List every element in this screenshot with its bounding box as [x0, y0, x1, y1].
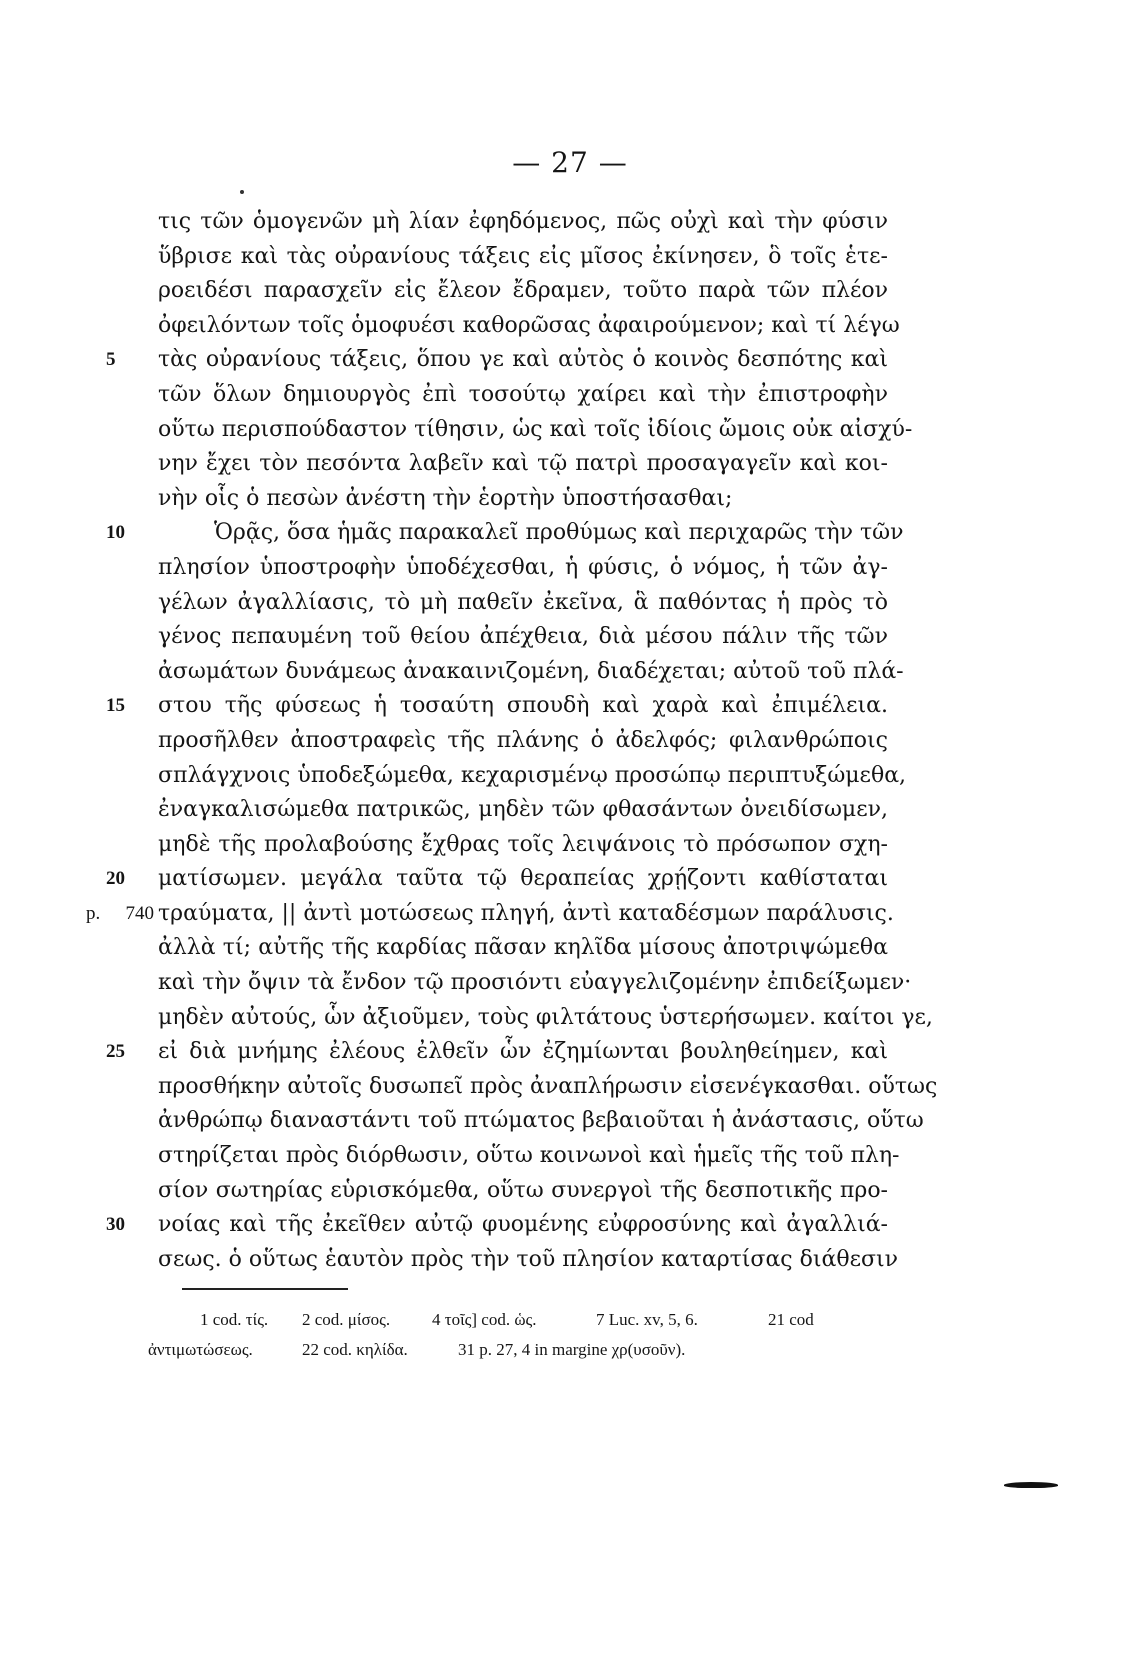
line-text: γένος πεπαυμένη τοῦ θείου ἀπέχθεια, διὰ μέσου πάλιν τῆς τῶν — [158, 624, 888, 650]
footnote: 7 Luc. xv, 5, 6. — [596, 1310, 698, 1329]
ink-mark — [1004, 1482, 1058, 1488]
text-line — [106, 1208, 888, 1243]
text-line — [106, 516, 904, 551]
line-number: 30 — [106, 1214, 125, 1236]
line-text: εἰ διὰ μνήμης ἐλέους ἐλθεῖν ὧν ἐζημίωνται βουληθείημεν, καὶ — [158, 1039, 888, 1065]
main-text — [86, 205, 938, 1277]
line-text: νὴν οἷς ὁ πεσὼν ἀνέστη τὴν ἑορτὴν ὑποστήσασθαι; — [158, 485, 733, 511]
line-text: καὶ τὴν ὄψιν τὰ ἔνδον τῷ προσιόντι εὐαγγελιζομένην ἐπιδείξωμεν· — [158, 970, 912, 996]
text-line — [106, 862, 888, 897]
text-line — [158, 378, 888, 413]
line-text: οὕτω περισπούδαστον τίθησιν, ὡς καὶ τοῖς ἰδίοις ὤμοις οὐκ αἰσχύ- — [158, 416, 913, 442]
page-number: — 27 — — [512, 146, 628, 179]
footnote: 22 cod. κηλίδα. — [302, 1340, 408, 1359]
line-text: προσῆλθεν ἀποστραφεὶς τῆς πλάνης ὁ ἀδελφός; φιλανθρώποις — [158, 727, 888, 753]
footnotes — [148, 1305, 870, 1365]
line-text: προσθήκην αὐτοῖς δυσωπεῖ πρὸς ἀναπλήρωσιν εἰσενέγκασθαι. οὕτως — [158, 1073, 938, 1099]
line-text: σίον σωτηρίας εὑρισκόμεθα, οὕτω συνεργοὶ τῆς δεσποτικῆς προ- — [158, 1177, 888, 1203]
text-line — [158, 1104, 924, 1139]
line-text: Ὁρᾷς, ὅσα ἡμᾶς παρακαλεῖ προθύμως καὶ περιχαρῶς τὴν τῶν — [214, 520, 904, 546]
text-line — [158, 1001, 933, 1036]
line-text: ροειδέσι παρασχεῖν εἰς ἔλεον ἔδραμεν, τοῦτο παρὰ τῶν πλέον — [158, 278, 888, 304]
text-line — [158, 447, 888, 482]
line-number: 20 — [106, 868, 125, 890]
line-text: τραύματα, || ἀντὶ μοτώσεως πληγή, ἀντὶ καταδέσμων παράλυσις. — [158, 900, 894, 926]
text-line — [158, 793, 888, 828]
line-number: 25 — [106, 1041, 125, 1063]
footnote: 21 cod — [768, 1310, 814, 1329]
text-line — [158, 274, 888, 309]
line-text: τῶν ὅλων δημιουργὸς ἐπὶ τοσούτῳ χαίρει καὶ τὴν ἐπιστροφὴν — [158, 381, 888, 407]
footnote-rule — [182, 1288, 348, 1290]
text-line — [158, 655, 904, 690]
line-text: στου τῆς φύσεως ἡ τοσαύτη σπουδὴ καὶ χαρὰ καὶ ἐπιμέλεια. — [158, 693, 888, 719]
text-line — [158, 413, 913, 448]
line-text: ἀλλὰ τί; αὐτῆς τῆς καρδίας πᾶσαν κηλῖδα μίσους ἀποτριψώμεθα — [158, 935, 888, 961]
line-text: ὕβρισε καὶ τὰς οὐρανίους τάξεις εἰς μῖσος ἐκίνησεν, ὃ τοῖς ἑτε- — [158, 243, 888, 269]
text-line — [86, 897, 894, 932]
line-number: 15 — [106, 695, 125, 717]
text-line — [158, 586, 888, 621]
line-text: νην ἔχει τὸν πεσόντα λαβεῖν καὶ τῷ πατρὶ προσαγαγεῖν καὶ κοι- — [158, 451, 888, 477]
line-text: σπλάγχνοις ὑποδεξώμεθα, κεχαρισμένῳ προσώπῳ περιπτυξώμεθα, — [158, 762, 907, 788]
text-line — [158, 240, 888, 275]
line-text: τὰς οὐρανίους τάξεις, ὅπου γε καὶ αὐτὸς ὁ κοινὸς δεσπότης καὶ — [158, 347, 888, 373]
text-line — [158, 1070, 938, 1105]
line-number: 10 — [106, 522, 125, 544]
text-line — [158, 1243, 898, 1278]
text-line — [158, 205, 888, 240]
text-line — [106, 689, 888, 724]
footnote-row — [148, 1335, 870, 1365]
text-line — [158, 966, 912, 1001]
line-text: στηρίζεται πρὸς διόρθωσιν, οὕτω κοινωνοὶ καὶ ἡμεῖς τῆς τοῦ πλη- — [158, 1143, 900, 1169]
text-line — [106, 1035, 888, 1070]
text-line — [158, 309, 900, 344]
text-line — [158, 482, 888, 517]
text-line — [158, 931, 888, 966]
line-text: ματίσωμεν. μεγάλα ταῦτα τῷ θεραπείας χρῄζοντι καθίσταται — [158, 866, 888, 892]
line-number: 5 — [106, 349, 116, 371]
line-text: μηδὲ τῆς προλαβούσης ἔχθρας τοῖς λειψάνοις τὸ πρόσωπον σχη- — [158, 831, 888, 857]
text-line — [158, 724, 888, 759]
text-line — [106, 343, 888, 378]
line-text: ἐναγκαλισώμεθα πατρικῶς, μηδὲν τῶν φθασάντων ὀνειδίσωμεν, — [158, 797, 888, 823]
page-reference: p. 740 — [86, 902, 154, 924]
footnote: 1 cod. τίς. — [200, 1310, 269, 1329]
line-text: νοίας καὶ τῆς ἐκεῖθεν αὐτῷ φυομένης εὐφροσύνης καὶ ἀγαλλιά- — [158, 1212, 888, 1238]
line-text: μηδὲν αὐτούς, ὧν ἀξιοῦμεν, τοὺς φιλτάτους ὑστερήσωμεν. καίτοι γε, — [158, 1004, 933, 1030]
footnote-row — [170, 1305, 870, 1335]
line-text: τις τῶν ὁμογενῶν μὴ λίαν ἐφηδόμενος, πῶς οὐχὶ καὶ τὴν φύσιν — [158, 209, 888, 234]
text-line — [158, 1139, 900, 1174]
text-line — [158, 620, 888, 655]
text-line — [158, 551, 888, 586]
footnote: ἀντιμωτώσεως. — [148, 1340, 253, 1359]
footnote: 31 p. 27, 4 in margine χρ(υσοῦν). — [458, 1340, 686, 1359]
text-line — [158, 828, 888, 863]
line-text: ἀσωμάτων δυνάμεως ἀνακαινιζομένη, διαδέχεται; αὐτοῦ τοῦ πλά- — [158, 658, 904, 684]
line-text: γέλων ἀγαλλίασις, τὸ μὴ παθεῖν ἐκεῖνα, ἃ παθόντας ἡ πρὸς τὸ — [158, 589, 888, 615]
line-text: σεως. ὁ οὕτως ἑαυτὸν πρὸς τὴν τοῦ πλησίον καταρτίσας διάθεσιν — [158, 1246, 898, 1272]
text-line — [158, 1174, 888, 1209]
ink-speck — [240, 190, 244, 194]
footnote: 2 cod. μίσος. — [302, 1310, 391, 1329]
line-text: ὀφειλόντων τοῖς ὁμοφυέσι καθορῶσας ἀφαιρούμενον; καὶ τί λέγω — [158, 312, 900, 338]
footnote: 4 τοῖς] cod. ὡς. — [432, 1310, 537, 1329]
line-text: πλησίον ὑποστροφὴν ὑποδέχεσθαι, ἡ φύσις, ὁ νόμος, ἡ τῶν ἀγ- — [158, 554, 888, 580]
line-text: ἀνθρώπῳ διαναστάντι τοῦ πτώματος βεβαιοῦται ἡ ἀνάστασις, οὕτω — [158, 1108, 924, 1134]
text-line — [158, 759, 907, 794]
